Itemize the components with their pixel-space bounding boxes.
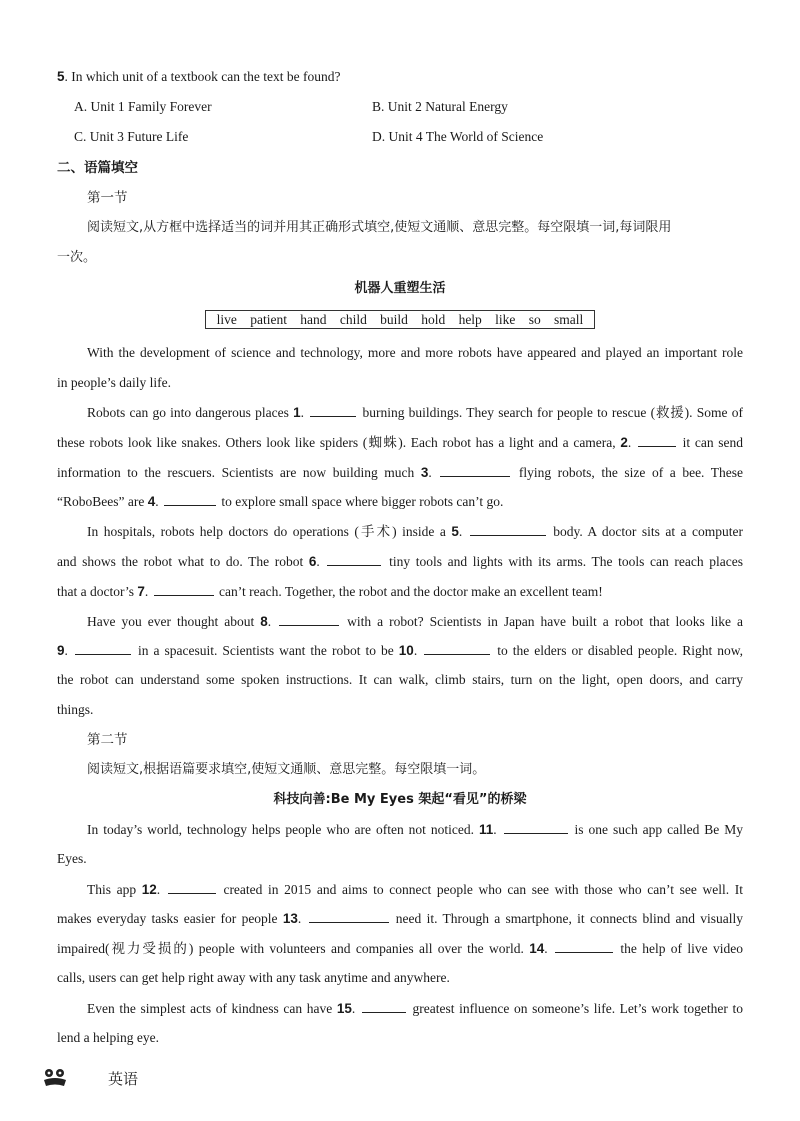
question-5-stem (57, 67, 340, 87)
word-box-item: child (339, 311, 367, 327)
word-box-item: build (380, 311, 408, 327)
answer-blank[interactable] (75, 640, 131, 655)
blank-number: 8 (260, 614, 268, 629)
passage-line: Have you ever thought about 8. with a robot? Scientists in Japan have built a robot that looks like a (87, 611, 743, 632)
answer-blank[interactable] (279, 611, 339, 626)
passage-line: information to the rescuers. Scientists are now building much 3. flying robots, the size of a bee. These (57, 462, 743, 483)
passage-line: that a doctor’s 7. can’t reach. Together, the robot and the doctor make an excellent team! (57, 581, 603, 602)
passage-line: makes everyday tasks easier for people 13. need it. Through a smartphone, it connects blind and visually (57, 908, 743, 929)
word-box-item: live (216, 311, 237, 327)
blank-number: 6 (308, 554, 317, 569)
word-box-item: hand (300, 311, 327, 327)
blank-number: 15 (336, 1001, 352, 1016)
part1-instruction-cont: 一次。 (57, 250, 97, 265)
passage-line: Eyes. (57, 851, 87, 866)
blank-number: 14 (529, 941, 545, 956)
passage-line: impaired(视力受损的) people with volunteers and companies all over the world. 14. the help of live video (57, 938, 743, 959)
answer-blank[interactable] (424, 640, 490, 655)
blank-number: 5 (451, 524, 459, 539)
blank-number: 12 (141, 882, 157, 897)
part2-title: 第二节 (87, 732, 128, 748)
blank-number: 2 (620, 435, 628, 450)
passage-line: 9. in a spacesuit. Scientists want the robot to be 10. to the elders or disabled people. Right now, (57, 640, 743, 661)
answer-blank[interactable] (470, 521, 546, 536)
passage-line: Robots can go into dangerous places 1. burning buildings. They search for people to rescue (救援). Some of (87, 402, 743, 423)
passage-title: 机器人重塑生活 (354, 281, 446, 296)
passage-title: 科技向善:Be My Eyes 架起“看见”的桥梁 (273, 792, 527, 807)
word-box-item: small (554, 311, 584, 327)
passage-line: in people’s daily life. (57, 375, 171, 390)
passage-line: these robots look like snakes. Others look like spiders (蜘蛛). Each robot has a light and a camera, 2. it can send (57, 432, 743, 453)
answer-blank[interactable] (327, 551, 381, 566)
blank-number: 10 (398, 643, 414, 658)
word-box-item: hold (421, 311, 446, 327)
blank-number: 13 (282, 911, 298, 926)
publisher-logo-icon (40, 1066, 70, 1090)
word-box-item: so (528, 311, 541, 327)
word-box (205, 310, 595, 329)
answer-blank[interactable] (440, 462, 510, 477)
blank-number: 7 (137, 584, 145, 599)
section-heading: 二、语篇填空 (57, 160, 138, 176)
word-box-item: patient (250, 311, 287, 327)
word-box-item: help (458, 311, 482, 327)
option-b: B. Unit 2 Natural Energy (372, 99, 508, 114)
passage-line: In today’s world, technology helps people who are often not noticed. 11. is one such app called Be My (87, 819, 743, 840)
passage-line: Even the simplest acts of kindness can have 15. greatest influence on someone’s life. Let’s work together to (87, 998, 743, 1019)
passage-line: With the development of science and technology, more and more robots have appeared and played an important role (87, 345, 743, 360)
passage-line: This app 12. created in 2015 and aims to connect people who can see with those who can’t see well. It (87, 879, 743, 900)
blank-number: 1 (293, 405, 301, 420)
option-c: C. Unit 3 Future Life (74, 129, 189, 144)
question-number: 5 (57, 69, 65, 84)
passage-line: the robot can understand some spoken instructions. It can walk, climb stairs, turn on the light, open doors, and carry (57, 672, 743, 687)
passage-line: “RoboBees” are 4. to explore small space where bigger robots can’t go. (57, 491, 503, 512)
blank-number: 3 (420, 465, 429, 480)
answer-blank[interactable] (310, 402, 356, 417)
word-box-item: like (495, 311, 516, 327)
answer-blank[interactable] (168, 879, 216, 894)
part1-instruction: 阅读短文,从方框中选择适当的词并用其正确形式填空,使短文通顺、意思完整。每空限填一词,每词限用 (87, 220, 672, 235)
passage-line: calls, users can get help right away with any task anytime and anywhere. (57, 970, 450, 985)
passage-line: things. (57, 702, 94, 717)
answer-blank[interactable] (154, 581, 214, 596)
answer-blank[interactable] (555, 938, 613, 953)
answer-blank[interactable] (638, 432, 676, 447)
passage-line: In hospitals, robots help doctors do operations (手术) inside a 5. body. A doctor sits at a computer (87, 521, 743, 542)
answer-blank[interactable] (362, 998, 406, 1013)
answer-blank[interactable] (504, 819, 568, 834)
passage-line: lend a helping eye. (57, 1030, 159, 1045)
subject-label: 英语 (108, 1070, 139, 1088)
answer-blank[interactable] (309, 908, 389, 923)
blank-number: 11 (478, 822, 494, 837)
option-d: D. Unit 4 The World of Science (372, 129, 544, 144)
question-text: . In which unit of a textbook can the text be found? (64, 69, 341, 84)
blank-number: 4 (147, 494, 156, 509)
option-a: A. Unit 1 Family Forever (74, 99, 212, 114)
blank-number: 9 (57, 643, 65, 658)
part2-instruction: 阅读短文,根据语篇要求填空,使短文通顺、意思完整。每空限填一词。 (87, 762, 486, 777)
answer-blank[interactable] (164, 491, 216, 506)
part1-title: 第一节 (87, 190, 128, 206)
passage-line: and shows the robot what to do. The robot 6. tiny tools and lights with its arms. The tools can reach places (57, 551, 743, 572)
